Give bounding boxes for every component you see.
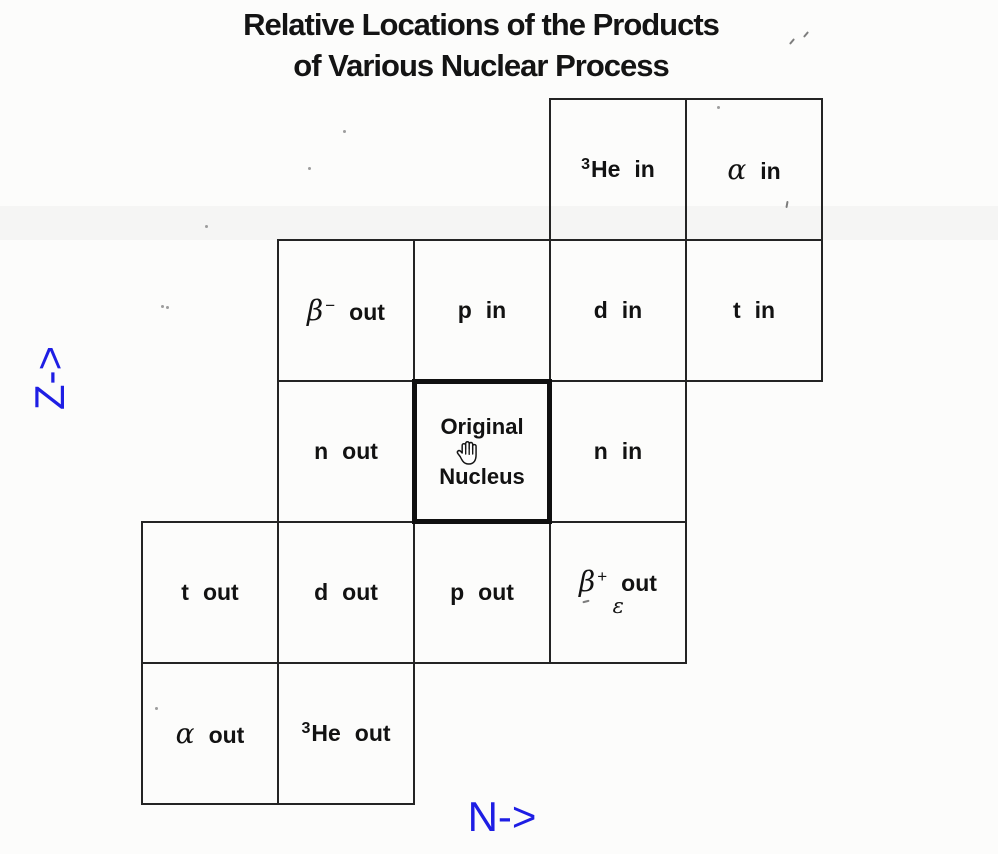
particle-symbol: α [727,153,747,186]
figure-title [0,4,962,86]
direction-word: out [208,722,245,748]
cell-label [176,717,245,750]
particle-symbol: p [457,297,472,323]
cell-n-out[interactable] [277,380,415,523]
epsilon-capture-symbol: ε [612,594,624,618]
scan-speck [155,707,158,710]
original-nucleus-line-2: Nucleus [439,463,525,489]
cell-label [181,579,238,606]
cell-original-nucleus[interactable] [412,379,552,524]
cell-he3-out[interactable] [277,662,415,805]
cell-beta-plus-out[interactable] [549,521,687,664]
direction-word: in [634,156,655,182]
particle-symbol: β − [307,294,336,327]
direction-word: out [354,720,391,746]
mass-superscript: 3 [581,156,591,173]
cell-t-out[interactable] [141,521,279,664]
scan-speck [161,305,164,308]
direction-word: in [621,297,643,323]
cell-label [733,297,775,324]
cell-alpha-out[interactable] [141,662,279,805]
mass-superscript: 3 [301,720,311,737]
cell-label [307,294,385,327]
charge-superscript: − [325,296,336,315]
direction-word: in [485,297,507,323]
particle-symbol: 3He [301,720,341,746]
original-nucleus-line-1: Original [440,413,524,439]
cell-p-out[interactable] [413,521,551,664]
particle-symbol: 3He [581,156,621,182]
particle-symbol: d [593,297,608,323]
cell-label [458,297,507,324]
particle-symbol: t [181,579,189,605]
scan-speck [205,225,208,228]
cell-t-in[interactable] [685,239,823,382]
n-axis-label: N-> [467,793,537,840]
particle-symbol: β + [579,565,608,598]
cell-n-in[interactable] [549,380,687,523]
scan-speck [166,306,169,309]
direction-word: in [754,297,776,323]
title-line-1: Relative Locations of the Products [243,7,719,42]
cell-d-in[interactable] [549,239,687,382]
cell-label [727,153,780,186]
cell-alpha-in[interactable] [685,98,823,241]
particle-symbol: n [593,438,608,464]
scan-speck [343,130,346,133]
cell-label [581,156,655,183]
title-line-2: of Various Nuclear Process [293,48,669,83]
particle-symbol: n [314,438,329,464]
cell-beta-minus-out[interactable] [277,239,415,382]
particle-symbol: α [175,717,195,750]
scan-artifact-band [0,206,998,240]
direction-word: out [342,579,378,605]
z-axis-label: Z-> [26,345,73,411]
direction-word: out [349,299,385,325]
direction-word: out [478,579,514,605]
charge-superscript: + [597,567,608,586]
cell-he3-in[interactable] [549,98,687,241]
cell-label [314,579,378,606]
cell-label [450,579,514,606]
scan-speck [308,167,311,170]
direction-word: out [342,438,378,464]
particle-symbol: d [314,579,329,605]
hand-cursor-icon [455,436,485,467]
cell-d-out[interactable] [277,521,415,664]
particle-symbol: p [450,579,465,605]
scan-speck [717,106,720,109]
direction-word: out [621,570,657,596]
cell-label [594,297,643,324]
cell-p-in[interactable] [413,239,551,382]
cell-label [301,720,390,747]
particle-symbol: t [732,297,741,323]
direction-word: in [760,158,781,184]
direction-word: in [621,438,643,464]
cell-label [594,438,643,465]
direction-word: out [202,579,239,605]
cell-label [314,438,378,465]
